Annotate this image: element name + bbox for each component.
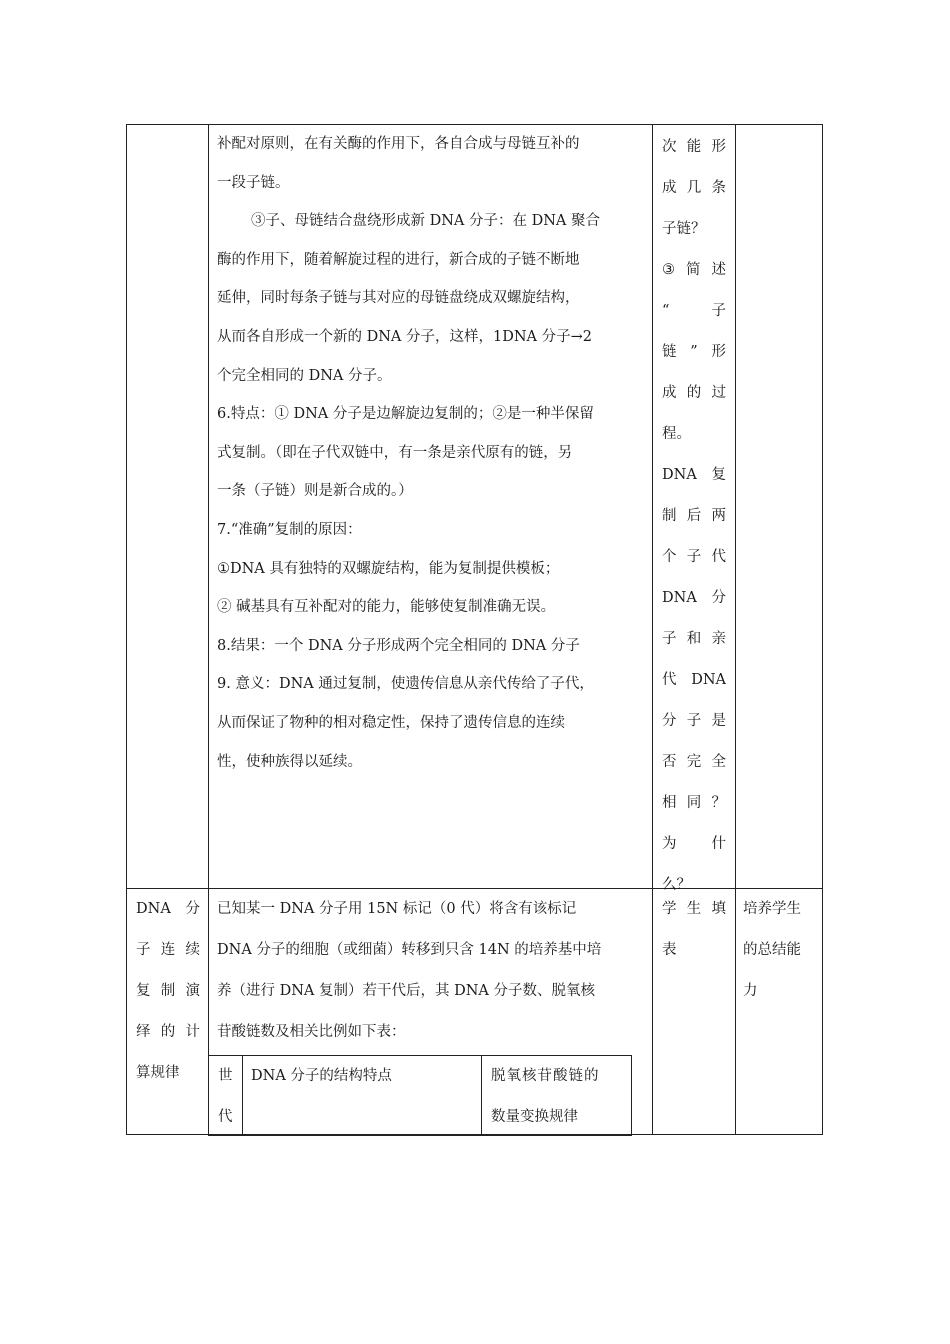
question-line-word: 次 [662, 139, 677, 155]
topic-cell [136, 889, 200, 1094]
question-line-word: 否 [662, 754, 677, 770]
question-line [662, 496, 726, 537]
topic-line-word: 分 [185, 901, 200, 917]
goal-line: 力 [743, 983, 758, 999]
question-line-word: 为 [662, 836, 677, 852]
calc-content-cell [217, 889, 647, 1053]
question-line [662, 619, 726, 660]
generation-header-line: 代 [218, 1109, 233, 1125]
question-line-word: 的 [686, 385, 702, 401]
question-line-word: 是 [711, 713, 726, 729]
main-text-line: 性，使种族得以延续。 [217, 753, 362, 770]
question-line [662, 250, 726, 291]
question-line-word: 子 [686, 549, 702, 565]
topic-line [136, 930, 200, 971]
main-text-line: 式复制。（即在子代双链中，有一条是亲代原有的链，另 [217, 444, 573, 461]
question-line-word: 和 [686, 631, 702, 647]
question-line-word: 几 [686, 180, 702, 196]
question-line-word: 后 [686, 508, 702, 524]
generation-table-divider-1 [242, 1056, 243, 1135]
student-line-word: 生 [686, 901, 702, 917]
question-line-word: “ [662, 303, 670, 319]
question-line [662, 127, 726, 168]
topic-line-word: 制 [160, 983, 176, 999]
question-line-word: 同 [686, 795, 702, 811]
main-text-line: 6.特点：① DNA 分子是边解旋边复制的；②是一种半保留 [217, 406, 594, 423]
column-divider-2 [652, 125, 653, 1134]
main-text-line: ③子、母链结合盘绕形成新 DNA 分子：在 DNA 聚合 [251, 213, 601, 230]
main-text-line: 个完全相同的 DNA 分子。 [217, 367, 392, 384]
chain-count-header-line: 数量变换规律 [491, 1109, 578, 1125]
question-line-word: 个 [662, 549, 677, 565]
main-text-line: 7.“准确”复制的原因： [217, 521, 362, 538]
question-line-word: 成 [662, 385, 677, 401]
question-line [662, 168, 726, 209]
question-line-word: 代 [662, 672, 677, 688]
student-line [662, 889, 726, 930]
question-line-word: 分 [662, 713, 677, 729]
question-line-word: 全 [711, 754, 726, 770]
question-line-word: 什 [711, 836, 726, 852]
question-line-word: 制 [662, 508, 677, 524]
topic-line-word: 连 [160, 942, 176, 958]
calc-text-line: 已知某一 DNA 分子用 15N 标记（0 代）将含有该标记 [217, 901, 577, 917]
question-cell [662, 127, 726, 906]
student-line-word: 学 [662, 901, 677, 917]
question-line-word: 代 [711, 549, 726, 565]
question-line [662, 660, 726, 701]
topic-line-word: 的 [160, 1024, 176, 1040]
question-line-word: ③ [662, 262, 675, 278]
question-line: 程。 [662, 426, 691, 442]
question-line [662, 291, 726, 332]
student-line-word: 填 [711, 901, 726, 917]
chain-count-header [491, 1056, 629, 1138]
question-line-word: ” [690, 344, 698, 360]
student-line: 表 [662, 942, 677, 958]
question-line-word: 简 [686, 262, 701, 278]
main-text-line: 酶的作用下，随着解旋过程的进行，新合成的子链不断地 [217, 251, 580, 268]
topic-line-word: 计 [185, 1024, 200, 1040]
topic-line-word: 绎 [136, 1024, 151, 1040]
student-activity-cell [662, 889, 726, 971]
question-line: 么？ [662, 877, 691, 893]
question-line [662, 783, 726, 824]
structure-header-text: DNA 分子的结构特点 [251, 1068, 392, 1084]
question-line-word: 亲 [711, 631, 726, 647]
main-text-line: ①DNA 具有独特的双螺旋结构，能为复制提供模板； [217, 560, 560, 577]
calc-text-line: 苷酸链数及相关比例如下表： [217, 1024, 406, 1040]
question-line-word: ？ [711, 795, 726, 811]
main-text-line: 延伸，同时每条子链与其对应的母链盘绕成双螺旋结构， [217, 290, 580, 307]
question-line-word: 条 [711, 180, 726, 196]
main-text-line: 8.结果：一个 DNA 分子形成两个完全相同的 DNA 分子 [217, 637, 580, 654]
main-content-cell [217, 125, 647, 781]
question-line-word: 子 [711, 303, 726, 319]
topic-line-word: 续 [185, 942, 200, 958]
column-divider-1 [208, 125, 209, 1134]
generation-table [208, 1055, 632, 1136]
question-line-word: 复 [711, 467, 726, 483]
main-text-line: 补配对原则，在有关酶的作用下，各自合成与母链互补的 [217, 136, 580, 152]
question-line-word: 形 [711, 139, 726, 155]
question-line: 子链？ [662, 221, 706, 237]
topic-line-word: 子 [136, 942, 151, 958]
question-line [662, 537, 726, 578]
main-text-line: 一条（子链）则是新合成的。） [217, 483, 413, 500]
calc-text-line: 养（进行 DNA 复制）若干代后，其 DNA 分子数、脱氧核 [217, 983, 596, 999]
question-line-word: 子 [662, 631, 677, 647]
generation-header [218, 1056, 238, 1138]
question-line-word: DNA [662, 467, 697, 483]
goal-line: 培养学生 [743, 901, 801, 917]
question-line-word: DNA [662, 590, 697, 606]
question-line [662, 701, 726, 742]
structure-header [251, 1056, 476, 1097]
topic-line [136, 889, 200, 930]
main-text-line: 一段子链。 [217, 174, 290, 191]
main-text-line: 从而各自形成一个新的 DNA 分子，这样，1DNA 分子→2 [217, 328, 592, 345]
question-line-word: DNA [691, 672, 726, 688]
question-line-word: 相 [662, 795, 677, 811]
question-line [662, 578, 726, 619]
main-text-line: 9. 意义：DNA 通过复制，使遗传信息从亲代传给了子代， [217, 676, 594, 693]
question-line-word: 子 [686, 713, 702, 729]
question-line [662, 742, 726, 783]
question-line-word: 述 [711, 262, 726, 278]
column-divider-3 [735, 125, 736, 1134]
question-line [662, 332, 726, 373]
question-line-word: 完 [686, 754, 702, 770]
question-line-word: 链 [662, 344, 677, 360]
chain-count-header-line: 脱氧核苷酸链的 [491, 1068, 600, 1084]
main-text-line: ② 碱基具有互补配对的能力，能够使复制准确无误。 [217, 599, 556, 616]
question-line-word: 两 [711, 508, 726, 524]
generation-table-divider-2 [481, 1056, 482, 1135]
topic-line-word: 复 [136, 983, 151, 999]
topic-line [136, 1012, 200, 1053]
goal-line: 的总结能 [743, 942, 801, 958]
question-line-word: 成 [662, 180, 677, 196]
question-line-word: 过 [711, 385, 726, 401]
topic-line [136, 971, 200, 1012]
topic-line-word: 演 [185, 983, 200, 999]
goal-cell [743, 889, 821, 1012]
question-line [662, 455, 726, 496]
generation-header-line: 世 [218, 1068, 233, 1084]
question-line-word: 形 [711, 344, 726, 360]
main-text-line: 从而保证了物种的相对稳定性，保持了遗传信息的连续 [217, 714, 565, 731]
question-line [662, 824, 726, 865]
topic-line-word: DNA [136, 901, 171, 917]
calc-text-line: DNA 分子的细胞（或细菌）转移到只含 14N 的培养基中培 [217, 942, 602, 958]
question-line-word: 能 [686, 139, 702, 155]
topic-line: 算规律 [136, 1065, 180, 1081]
lesson-table [126, 124, 823, 1135]
question-line-word: 分 [711, 590, 726, 606]
question-line [662, 373, 726, 414]
